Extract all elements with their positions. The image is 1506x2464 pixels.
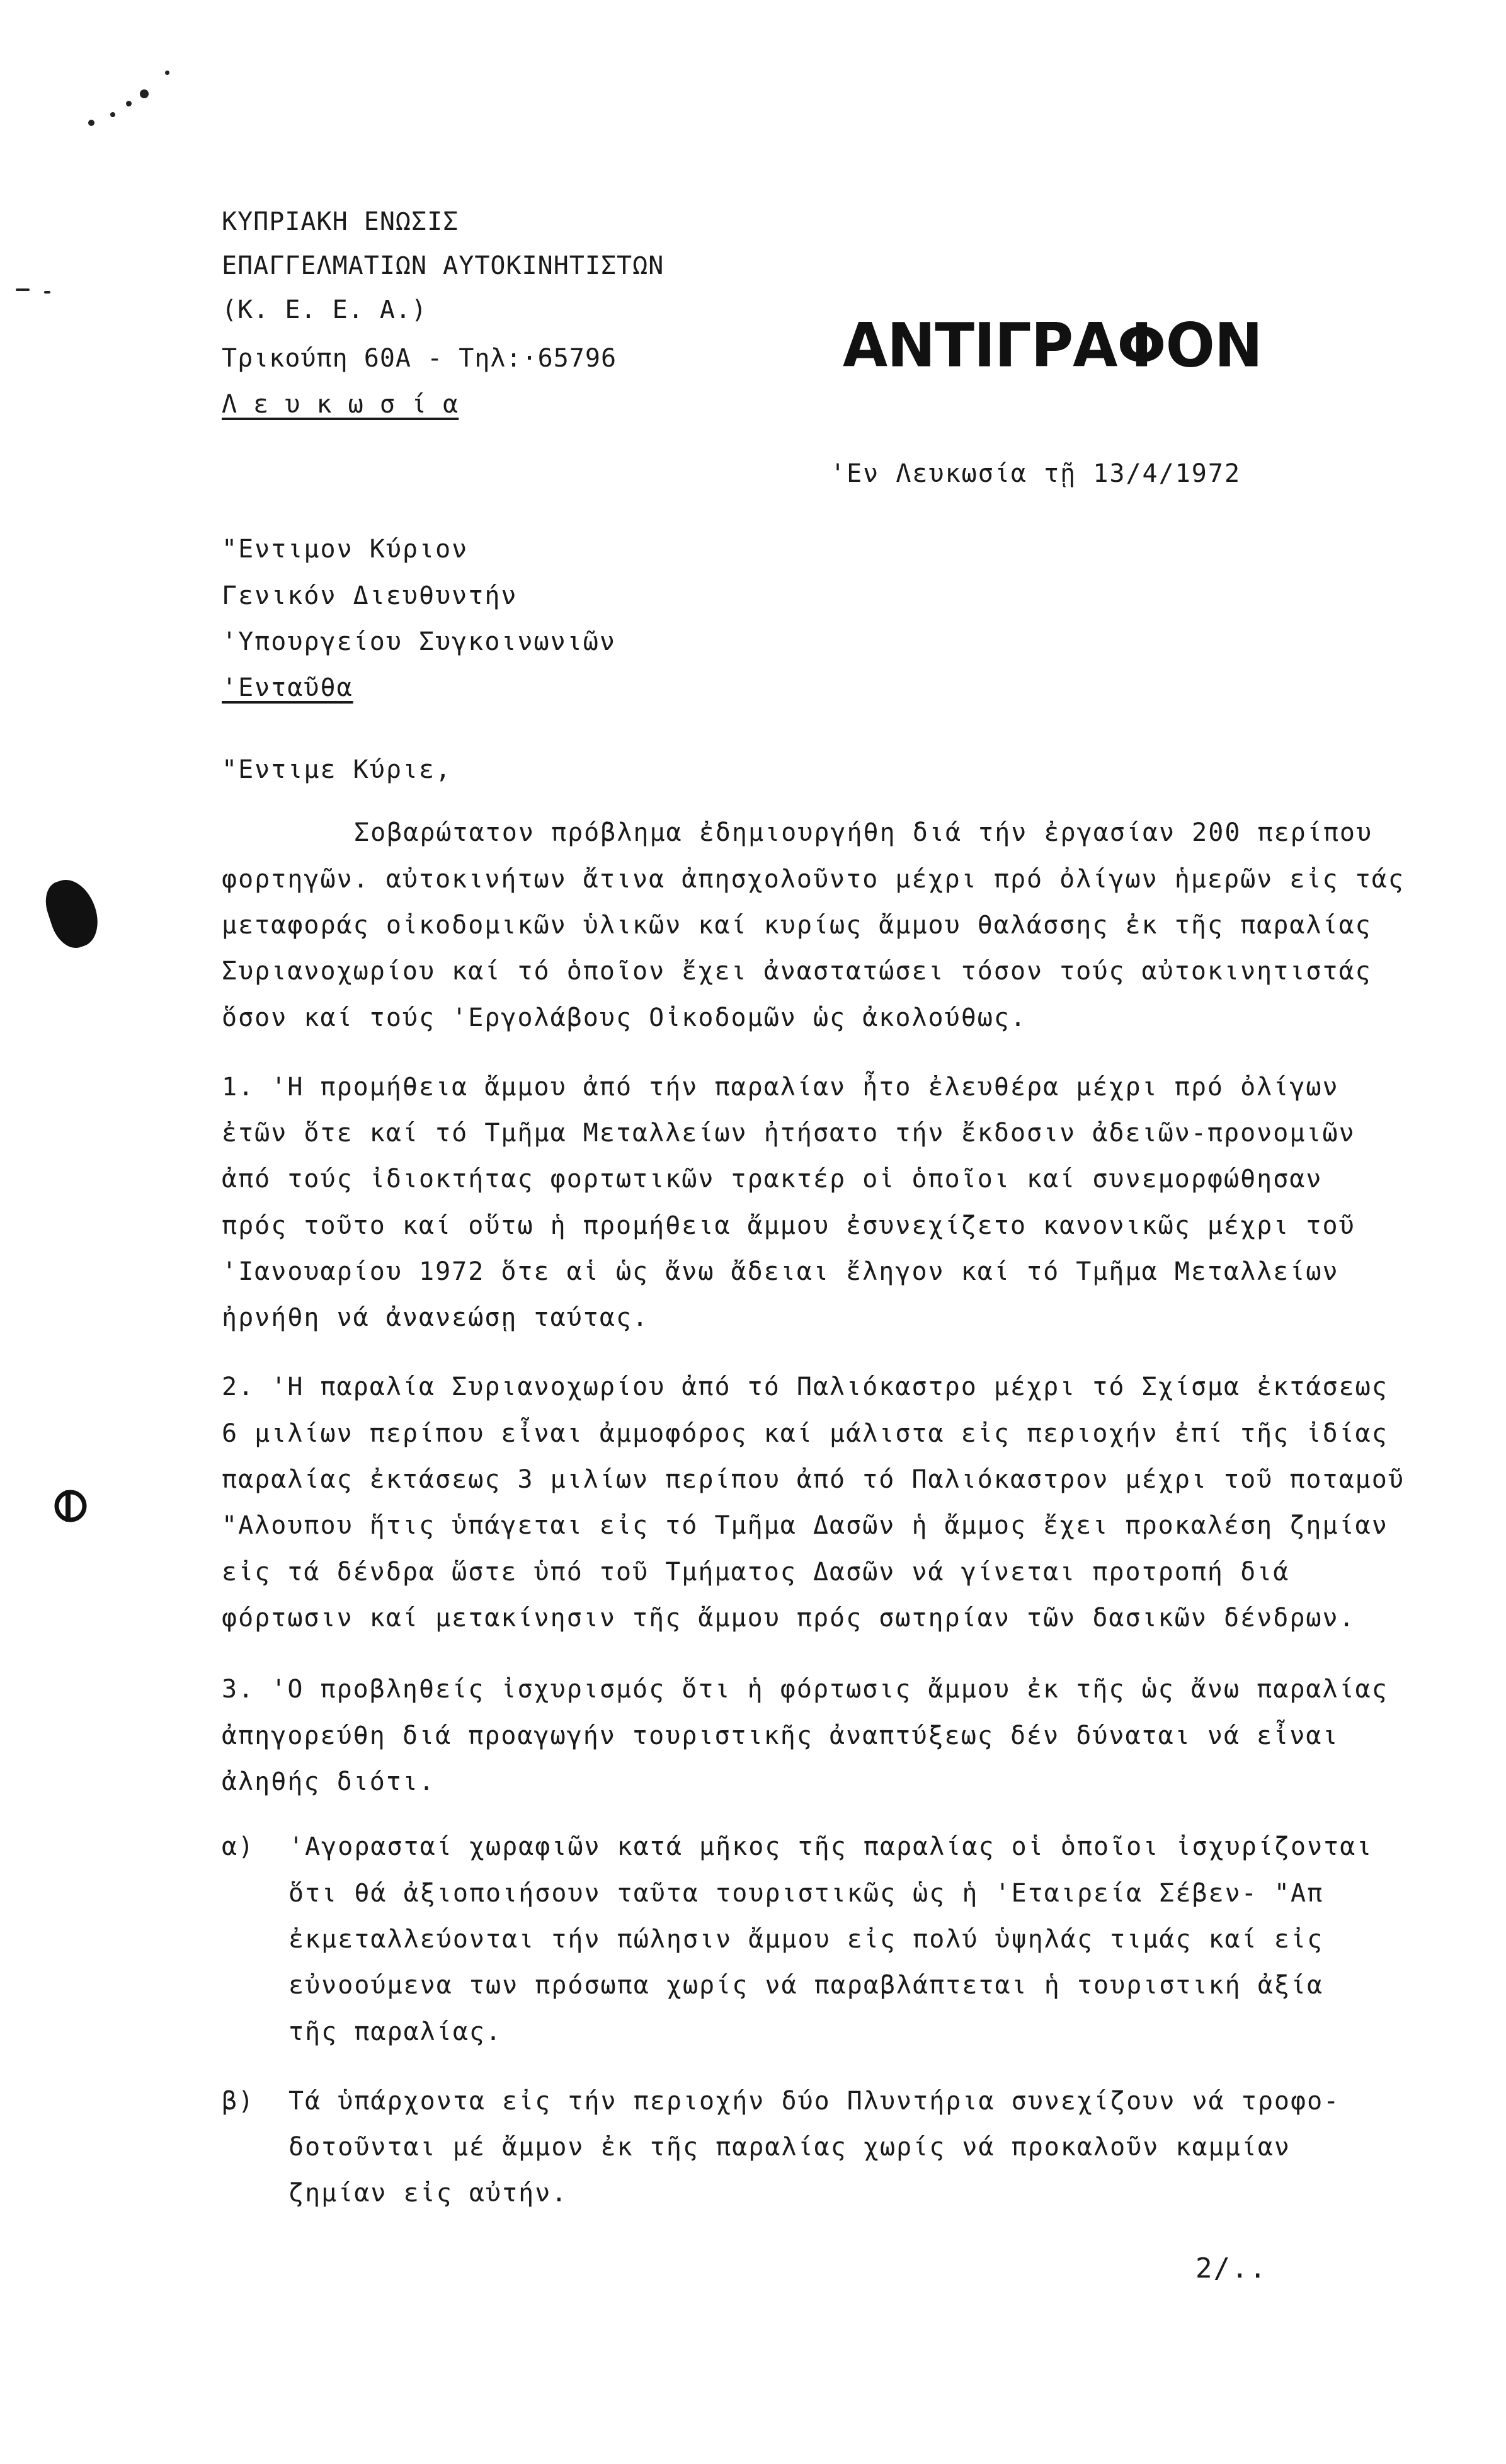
- sender-name-cont: ΕΠΑΓΓΕΛΜΑΤΙΩΝ ΑΥΤΟΚΙΝΗΤΙΣΤΩΝ: [222, 251, 665, 280]
- paragraph-line: 6 μιλίων περίπου εἶναι ἀμμοφόρος καί μάλιστα εἰς περιοχήν ἐπί τῆς ἰδίας: [222, 1419, 1388, 1448]
- scan-speck: [16, 288, 30, 291]
- page-continuation-marker: 2/..: [1195, 2252, 1267, 2284]
- paragraph-line: Συριανοχωρίου καί τό ὁποῖον ἔχει ἀναστατώσει τόσον τούς αὐτοκινητιστάς: [222, 957, 1372, 986]
- paragraph-line: ἐκμεταλλεύονται τήν πώλησιν ἄμμου εἰς πολύ ὑψηλάς τιμάς καί εἰς: [288, 1925, 1324, 1954]
- sender-city: Λ ε υ κ ω σ ί α: [222, 390, 459, 419]
- paragraph-line: 'Αγορασταί χωραφιῶν κατά μῆκος τῆς παραλίας οἱ ὁποῖοι ἰσχυρίζονται: [288, 1832, 1373, 1861]
- paragraph-line: 2. 'Η παραλία Συριανοχωρίου ἀπό τό Παλιόκαστρο μέχρι τό Σχίσμα ἐκτάσεως: [222, 1372, 1388, 1401]
- paragraph-line: 3. 'Ο προβληθείς ἰσχυρισμός ὅτι ἡ φόρτωσις ἄμμου ἐκ τῆς ὡς ἄνω παραλίας: [222, 1675, 1388, 1704]
- recipient-ministry: 'Υπουργείου Συγκοινωνιῶν: [222, 627, 616, 656]
- scan-speck: [165, 71, 169, 75]
- salutation: "Εντιμε Κύριε,: [222, 755, 452, 784]
- scan-speck: [44, 291, 50, 294]
- paragraph-line: φόρτωσιν καί μετακίνησιν τῆς ἄμμου πρός σωτηρίαν τῶν δασικῶν δένδρων.: [222, 1604, 1355, 1633]
- scan-speck: [126, 101, 132, 106]
- paragraph-line: ἐτῶν ὅτε καί τό Τμῆμα Μεταλλείων ἠτήσατο τήν ἔκδοσιν ἀδειῶν-προνομιῶν: [222, 1119, 1355, 1148]
- paragraph-line: ὅσον καί τούς 'Εργολάβους Οἰκοδομῶν ὡς ἀκολούθως.: [222, 1003, 1027, 1032]
- paragraph-line: εὐνοούμενα των πρόσωπα χωρίς νά παραβλάπτεται ἡ τουριστική ἀξία: [288, 1971, 1324, 2000]
- recipient-title: "Εντιμον Κύριον: [222, 535, 469, 564]
- paragraph-line: ὅτι θά ἀξιοποιήσουν ταῦτα τουριστικῶς ὡς ἡ 'Εταιρεία Σέβεν- "Απ: [288, 1879, 1324, 1908]
- recipient-position: Γενικόν Διευθυντήν: [222, 581, 518, 610]
- list-marker: α): [222, 1832, 255, 1861]
- paragraph-line: ἠρνήθη νά ἀνανεώσῃ ταύτας.: [222, 1303, 649, 1332]
- paragraph-line: 1. 'Η προμήθεια ἄμμου ἀπό τήν παραλίαν ἦτο ἐλευθέρα μέχρι πρό ὀλίγων: [222, 1073, 1339, 1102]
- sender-abbrev: (Κ. Ε. Ε. Α.): [222, 295, 428, 324]
- paragraph-line: Τά ὑπάρχοντα εἰς τήν περιοχήν δύο Πλυντήρια συνεχίζουν νά τροφο-: [288, 2087, 1340, 2116]
- paragraph-line: μεταφοράς οἰκοδομικῶν ὑλικῶν καί κυρίως ἄμμου θαλάσσης ἐκ τῆς παραλίας: [222, 911, 1372, 940]
- paragraph-line: ἀπό τούς ἰδιοκτήτας φορτωτικῶν τρακτέρ οἱ ὁποῖοι καί συνεμορφώθησαν: [222, 1165, 1323, 1194]
- paragraph-line: τῆς παραλίας.: [288, 2017, 503, 2046]
- paragraph-line: Σοβαρώτατον πρόβλημα ἐδημιουργήθη διά τήν ἐργασίαν 200 περίπου: [354, 818, 1373, 847]
- list-marker: β): [222, 2087, 255, 2116]
- copy-stamp: ΑΝΤΙΓΡΑΦΟΝ: [843, 310, 1262, 381]
- scan-speck: [88, 120, 94, 126]
- paragraph-line: ἀπηγορεύθη διά προαγωγήν τουριστικῆς ἀναπτύξεως δέν δύναται νά εἶναι: [222, 1721, 1339, 1750]
- recipient-location: 'Ενταῦθα: [222, 673, 353, 702]
- letter-date: 'Εν Λευκωσία τῇ 13/4/1972: [830, 459, 1241, 488]
- punch-hole-mark: [49, 1486, 93, 1526]
- paragraph-line: φορτηγῶν. αὐτοκινήτων ἄτινα ἀπησχολοῦντο μέχρι πρό ὀλίγων ἡμερῶν εἰς τάς: [222, 865, 1405, 894]
- paragraph-line: ζημίαν εἰς αὐτήν.: [288, 2179, 568, 2208]
- paragraph-line: πρός τοῦτο καί οὕτω ἡ προμήθεια ἄμμου ἐσυνεχίζετο κανονικῶς μέχρι τοῦ: [222, 1211, 1355, 1240]
- paragraph-line: παραλίας ἐκτάσεως 3 μιλίων περίπου ἀπό τό Παλιόκαστρον μέχρι τοῦ ποταμοῦ: [222, 1465, 1405, 1494]
- paragraph-line: δοτοῦνται μέ ἄμμον ἐκ τῆς παραλίας χωρίς νά προκαλοῦν καμμίαν: [288, 2133, 1291, 2162]
- binder-hole-mark: [40, 873, 105, 953]
- paragraph-line: εἰς τά δένδρα ὥστε ὑπό τοῦ Τμήματος Δασῶν νά γίνεται προτροπή διά: [222, 1558, 1290, 1587]
- paragraph-line: ἀληθής διότι.: [222, 1767, 436, 1796]
- scan-speck: [140, 89, 149, 98]
- scan-speck: [110, 112, 115, 117]
- paragraph-line: 'Ιανουαρίου 1972 ὅτε αἱ ὡς ἄνω ἄδειαι ἔληγον καί τό Τμῆμα Μεταλλείων: [222, 1257, 1339, 1286]
- paragraph-line: "Αλουπου ἥτις ὑπάγεται εἰς τό Τμῆμα Δασῶν ἡ ἄμμος ἔχει προκαλέση ζημίαν: [222, 1511, 1388, 1540]
- sender-address: Τρικούπη 60Α - Τηλ:·65796: [222, 344, 617, 373]
- sender-name: ΚΥΠΡΙΑΚΗ ΕΝΩΣΙΣ: [222, 207, 459, 236]
